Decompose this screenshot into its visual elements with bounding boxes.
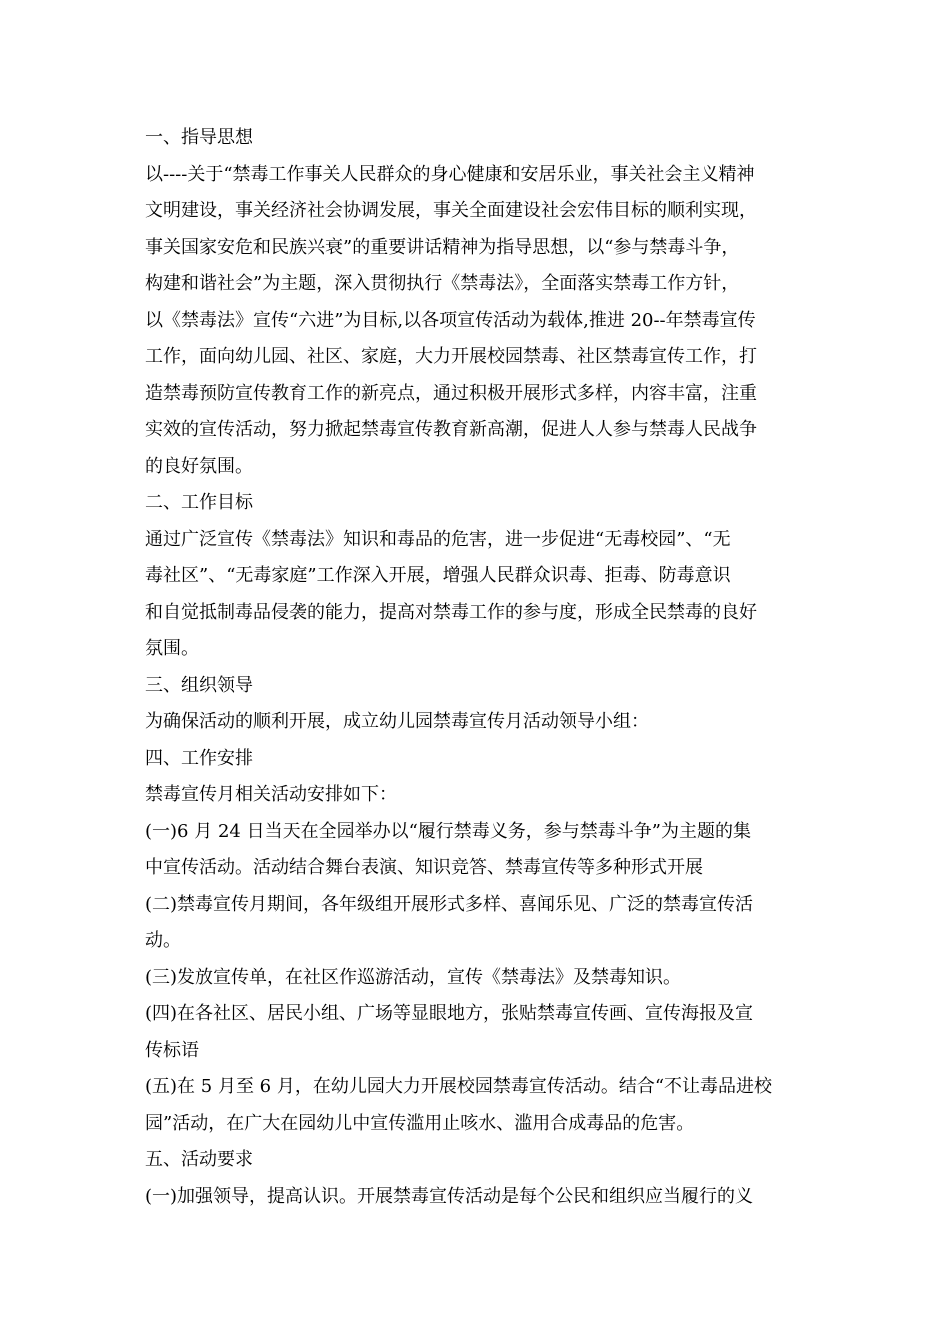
list-item-line: 传标语: [145, 1039, 199, 1061]
paragraph-line: 事关国家安危和民族兴衰”的重要讲话精神为指导思想，以“参与禁毒斗争，: [145, 236, 740, 258]
paragraph-line: 通过广泛宣传《禁毒法》知识和毒品的危害，进一步促进“无毒校园”、“无: [145, 528, 731, 550]
paragraph-line: 以《禁毒法》宣传“六进”为目标,以各项宣传活动为载体,推进 20--年禁毒宣传: [145, 309, 756, 331]
heading-work-goals: 二、工作目标: [145, 492, 253, 513]
paragraph-line: 的良好氛围。: [145, 455, 253, 477]
heading-work-arrangement: 四、工作安排: [145, 747, 253, 769]
document-body: [145, 120, 810, 1215]
list-item-line: (一)加强领导，提高认识。开展禁毒宣传活动是每个公民和组织应当履行的义: [145, 1185, 754, 1207]
list-item-line: 动。: [145, 930, 181, 951]
paragraph-line: 为确保活动的顺利开展，成立幼儿园禁毒宣传月活动领导小组：: [145, 711, 649, 732]
paragraph-line: 毒社区”、“无毒家庭”工作深入开展，增强人民群众识毒、拒毒、防毒意识: [145, 565, 731, 586]
list-item-line: (二)禁毒宣传月期间，各年级组开展形式多样、喜闻乐见、广泛的禁毒宣传活: [145, 893, 754, 915]
paragraph-line: 造禁毒预防宣传教育工作的新亮点，通过积极开展形式多样，内容丰富，注重: [145, 382, 757, 404]
list-item-line: 园”活动，在广大在园幼儿中宣传滥用止咳水、滥用合成毒品的危害。: [145, 1112, 695, 1134]
heading-activity-requirements: 五、活动要求: [145, 1149, 253, 1170]
heading-organization: 三、组织领导: [145, 674, 253, 696]
list-item-line: (三)发放宣传单，在社区作巡游活动，宣传《禁毒法》及禁毒知识。: [145, 966, 682, 988]
paragraph-line: 氛围。: [145, 638, 199, 659]
paragraph-line: 实效的宣传活动，努力掀起禁毒宣传教育新高潮，促进人人参与禁毒人民战争: [145, 419, 757, 440]
paragraph-line: 禁毒宣传月相关活动安排如下：: [145, 784, 397, 805]
paragraph-line: 构建和谐社会”为主题，深入贯彻执行《禁毒法》，全面落实禁毒工作方针，: [145, 273, 740, 294]
heading-guiding-thought: 一、指导思想: [145, 127, 253, 148]
paragraph-line: 和自觉抵制毒品侵袭的能力，提高对禁毒工作的参与度，形成全民禁毒的良好: [145, 601, 757, 623]
paragraph-line: 以----关于“禁毒工作事关人民群众的身心健康和安居乐业，事关社会主义精神: [145, 163, 755, 185]
paragraph-line: 工作，面向幼儿园、社区、家庭，大力开展校园禁毒、社区禁毒宣传工作，打: [145, 346, 757, 367]
list-item-line: (五)在 5 月至 6 月，在幼儿园大力开展校园禁毒宣传活动。结合“不让毒品进校: [145, 1076, 773, 1097]
list-item-line: 中宣传活动。活动结合舞台表演、知识竞答、禁毒宣传等多种形式开展: [145, 857, 703, 878]
list-item-line: (四)在各社区、居民小组、广场等显眼地方，张贴禁毒宣传画、宣传海报及宣: [145, 1003, 754, 1024]
list-item-line: (一)6 月 24 日当天在全园举办以“履行禁毒义务，参与禁毒斗争”为主题的集: [145, 820, 751, 842]
paragraph-line: 文明建设，事关经济社会协调发展，事关全面建设社会宏伟目标的顺利实现，: [145, 200, 757, 221]
